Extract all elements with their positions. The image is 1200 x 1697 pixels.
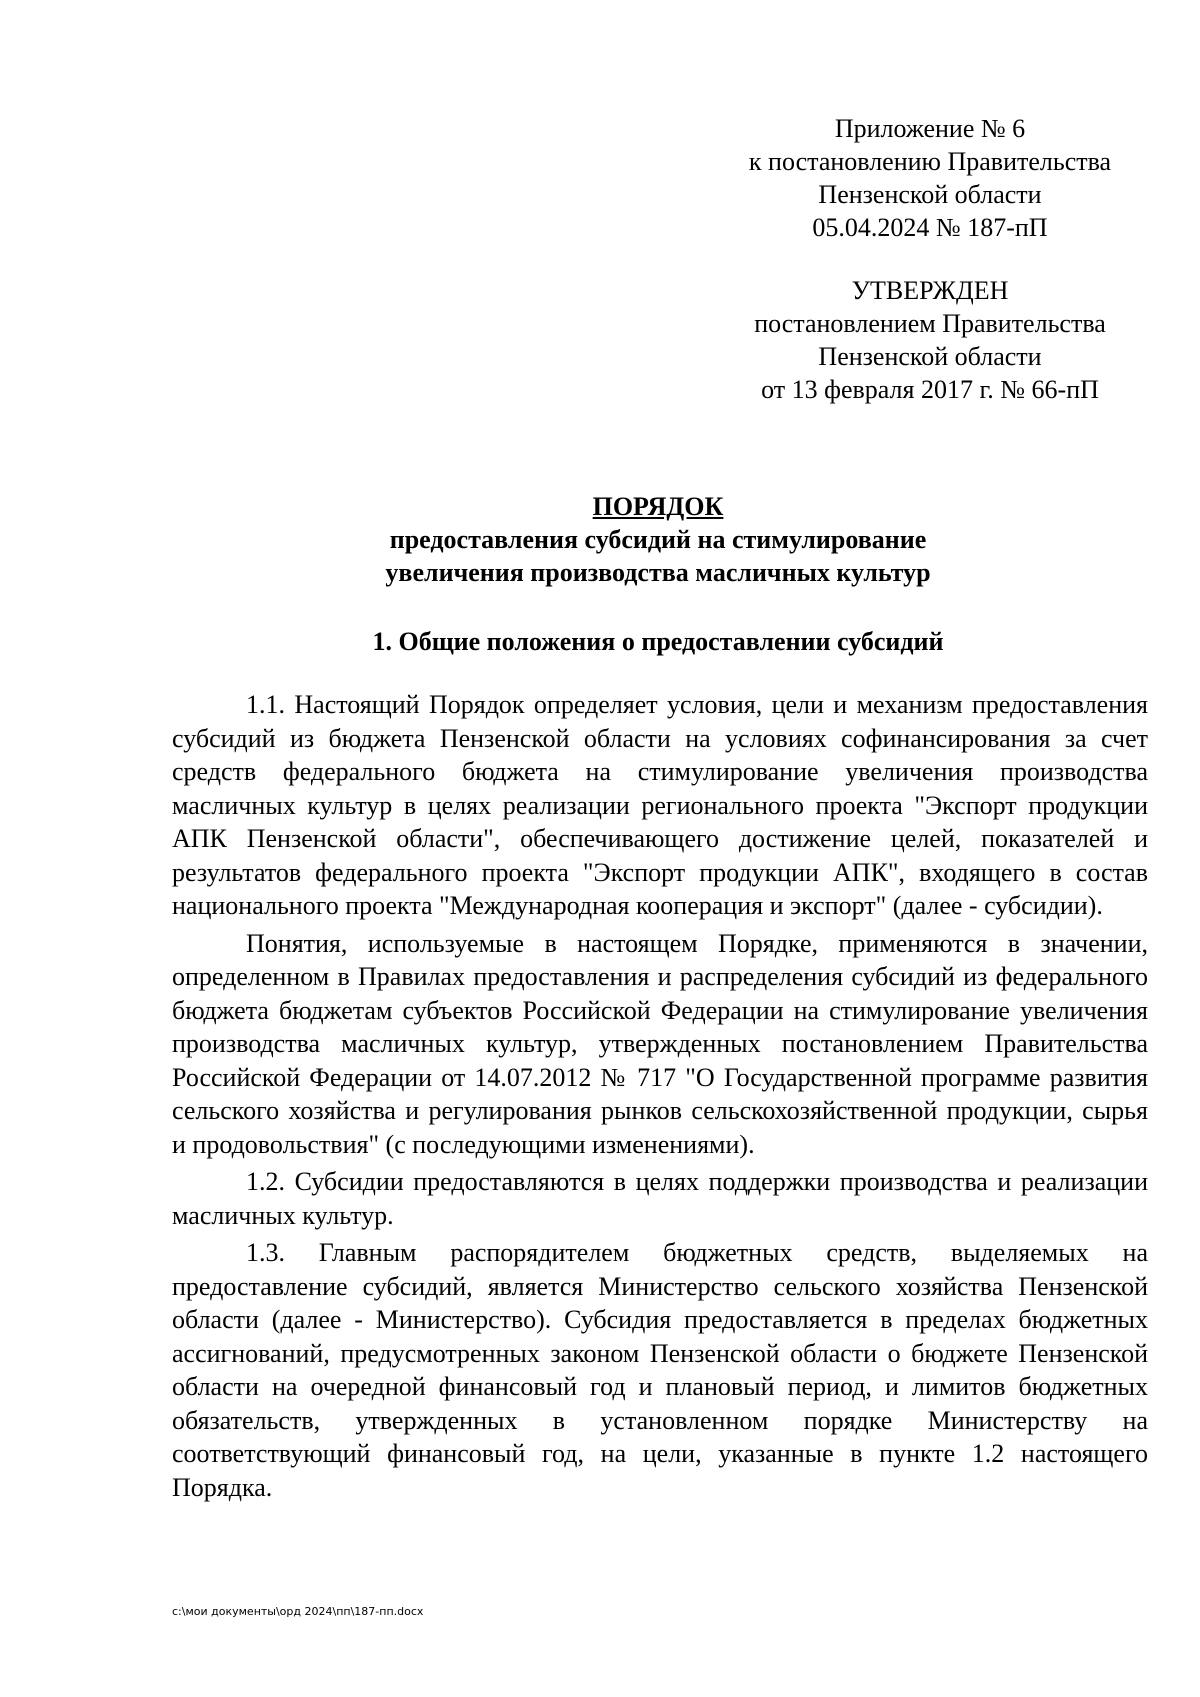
- section-heading: 1. Общие положения о предоставлении субсидий: [372, 627, 944, 656]
- document-title: [170, 490, 1146, 589]
- approved-region: Пензенской области: [818, 342, 1042, 371]
- document-body: [172, 688, 1148, 1508]
- file-path-footer: c:\мои документы\орд 2024\пп\187-пп.docx: [172, 1605, 424, 1618]
- appendix-reference: к постановлению Правительства: [748, 147, 1112, 176]
- appendix-region: Пензенской области: [818, 180, 1042, 209]
- title-line-2: предоставления субсидий на стимулирование: [389, 525, 927, 554]
- paragraph-1-2: 1.2. Субсидии предоставляются в целях поддержки производства и реализации масличных культур.: [172, 1167, 1148, 1230]
- title-line-3: увеличения производства масличных культур: [385, 558, 931, 587]
- appendix-number: Приложение № 6: [834, 114, 1026, 143]
- approved-label: УТВЕРЖДЕН: [851, 276, 1009, 305]
- appendix-date-number: 05.04.2024 № 187-пП: [812, 213, 1048, 242]
- paragraph-definitions: Понятия, используемые в настоящем Порядке, применяются в значении, определенном в Правилах предоставления и распределения субсидий из федерального бюджета бюджетам субъектов Российской Федерации на стимулирование увеличения производства масличных культур, утвержденных постановлением Правительства Российской Федерации от 14.07.2012 № 717 "О Государственной программе развития сельского хозяйства и регулирования рынков сельскохозяйственной продукции, сырья и продовольствия" (с последующими изменениями).: [172, 928, 1148, 1159]
- approved-block: [700, 274, 1160, 406]
- paragraph-1-3: 1.3. Главным распорядителем бюджетных средств, выделяемых на предоставление субсидий, является Министерство сельского хозяйства Пензенской области (далее - Министерство). Субсидия предоставляется в пределах бюджетных ассигнований, предусмотренных законом Пензенской области о бюджете Пензенской области на очередной финансовый год и плановый период, и лимитов бюджетных обязательств, утвержденных в установленном порядке Министерству на соответствующий финансовый год, на цели, указанные в пункте 1.2 настоящего Порядка.: [172, 1238, 1148, 1502]
- paragraph-1-1: 1.1. Настоящий Порядок определяет условия, цели и механизм предоставления субсидий из бюджета Пензенской области на условиях софинансирования за счет средств федерального бюджета на стимулирование увеличения производства масличных культур в целях реализации регионального проекта "Экспорт продукции АПК Пензенской области", обеспечивающего достижение целей, показателей и результатов федерального проекта "Экспорт продукции АПК", входящего в состав национального проекта "Международная кооперация и экспорт" (далее - субсидии).: [172, 690, 1148, 920]
- appendix-block: [700, 112, 1160, 244]
- approved-reference: постановлением Правительства: [754, 309, 1106, 338]
- approved-date-number: от 13 февраля 2017 г. № 66-пП: [761, 375, 1099, 404]
- title-main: ПОРЯДОК: [592, 492, 724, 521]
